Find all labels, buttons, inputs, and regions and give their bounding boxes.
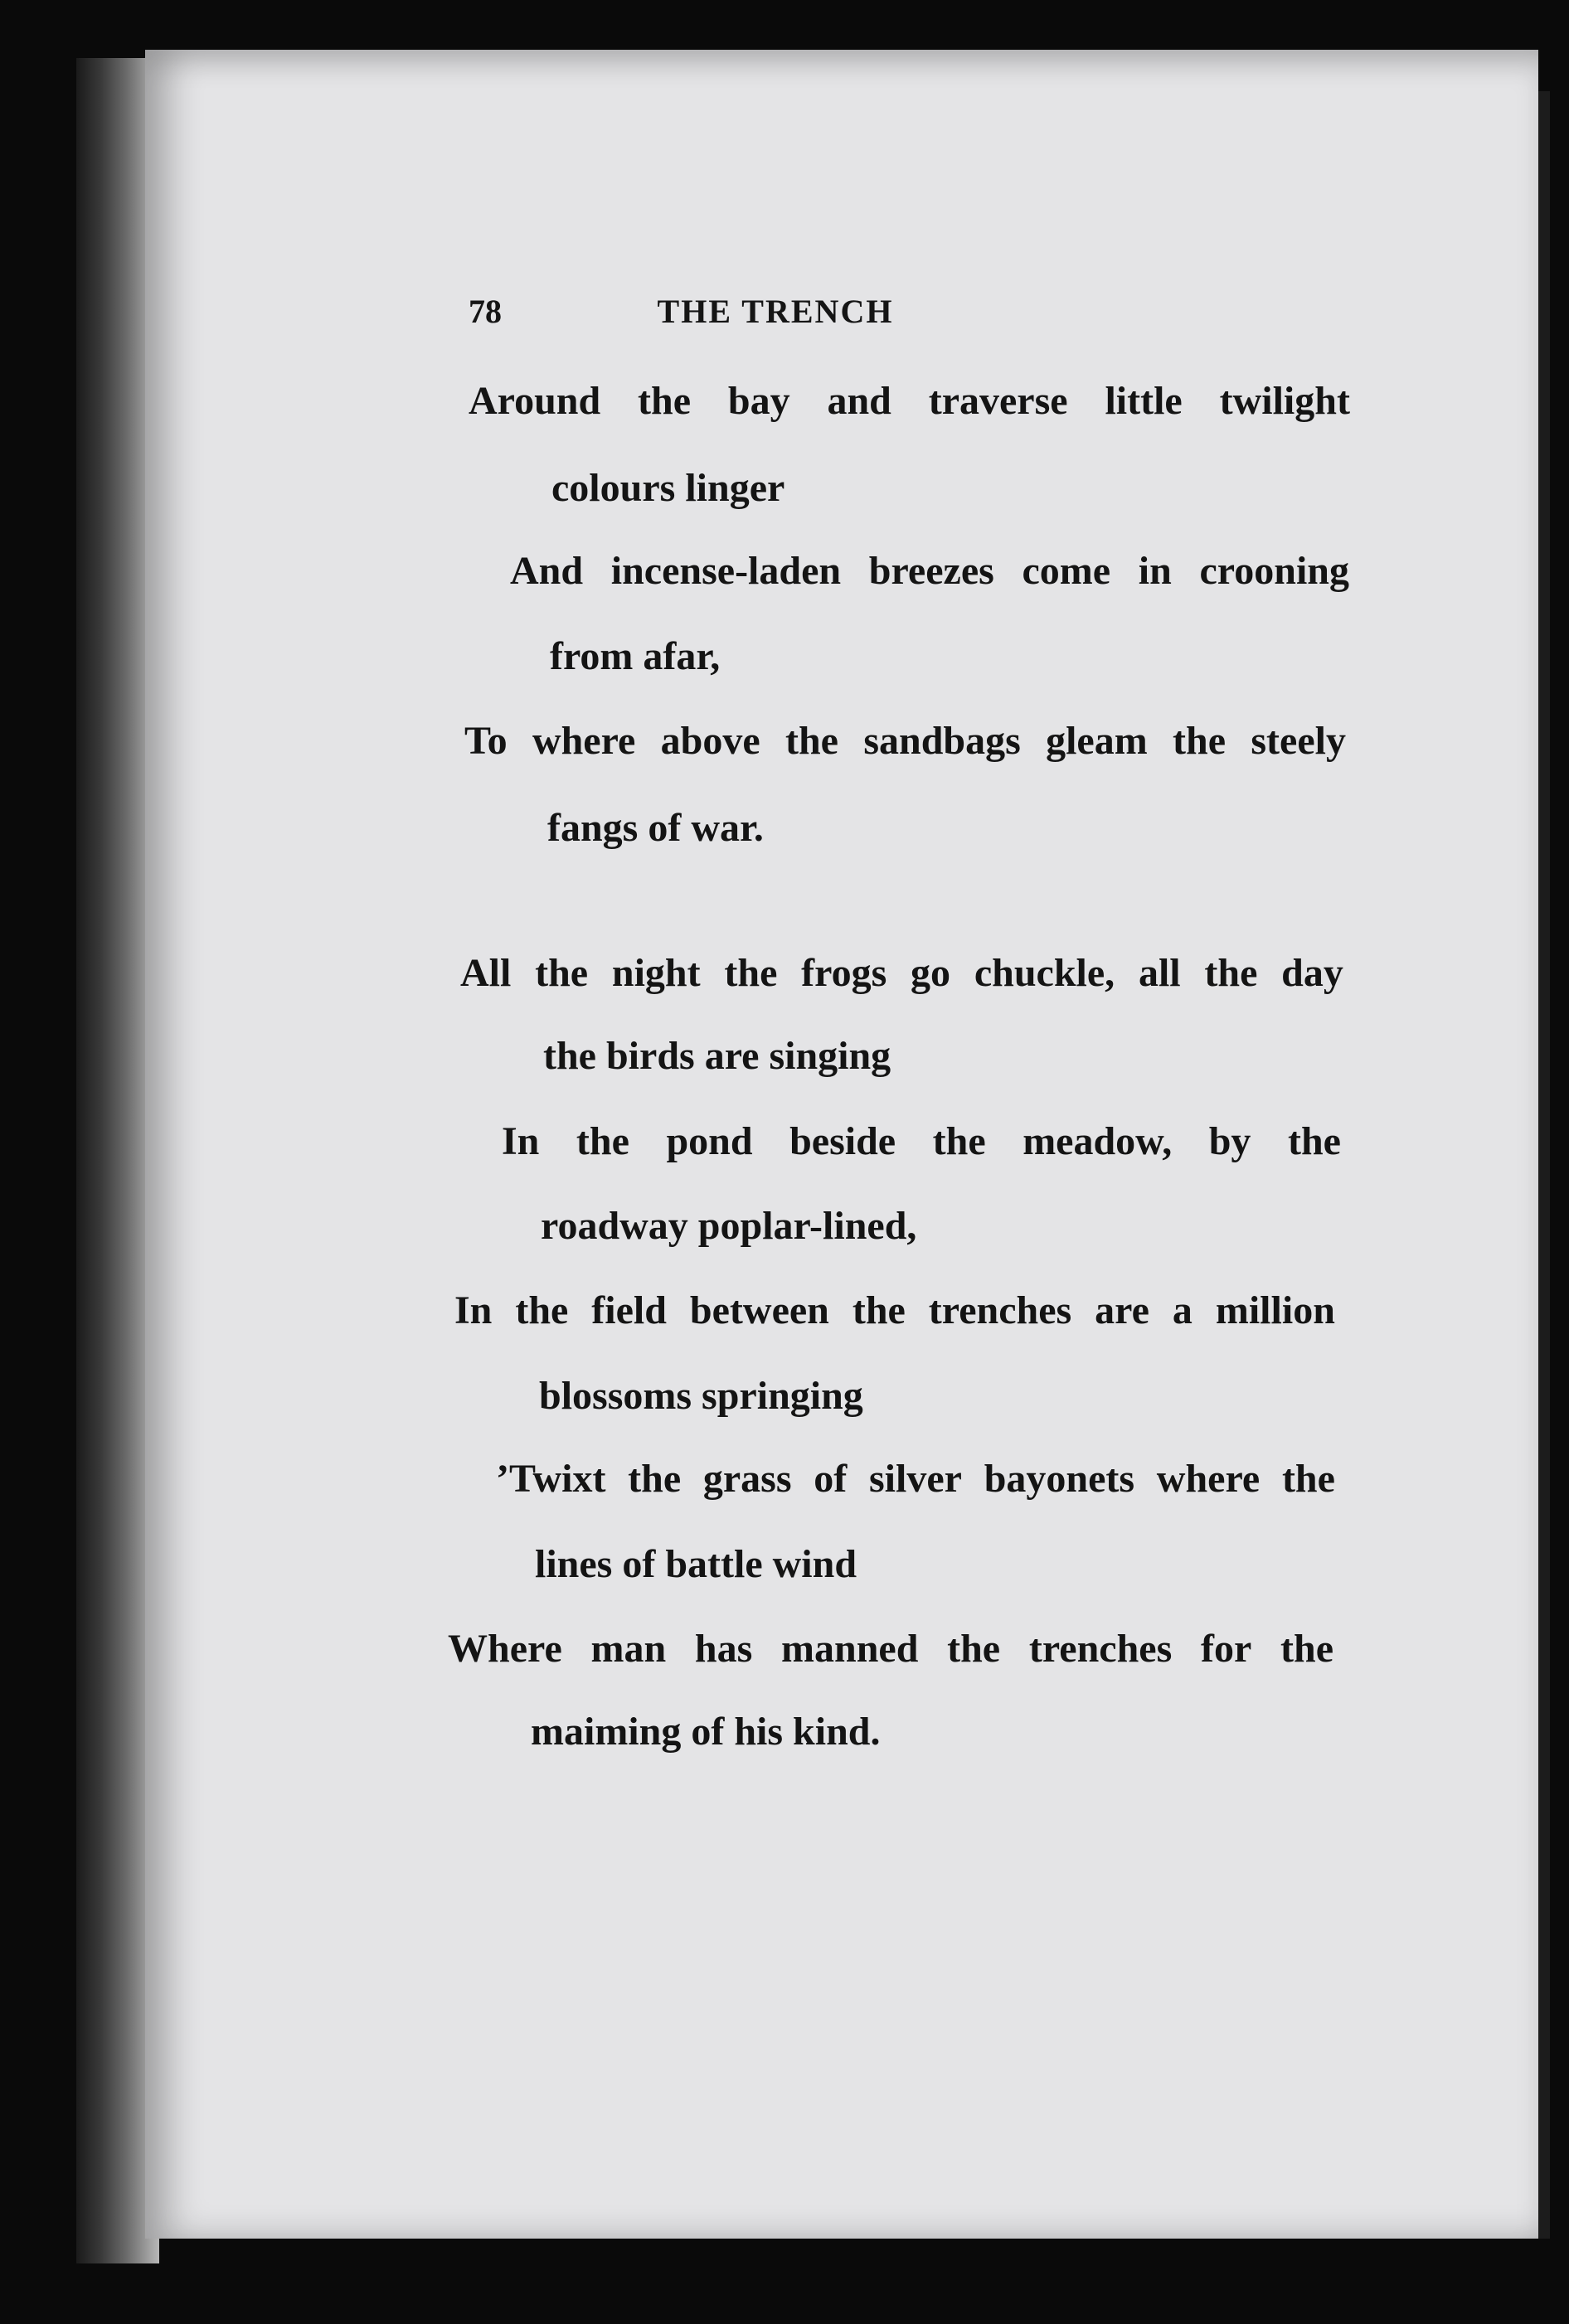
poem-line: from afar, [550, 634, 721, 678]
poem-line: To where above the sandbags gleam the steely [464, 719, 1346, 763]
page-number: 78 [469, 293, 502, 330]
poem-line: lines of battle wind [535, 1542, 857, 1586]
poem-line: the birds are singing [543, 1034, 891, 1078]
poem-line: colours linger [551, 466, 785, 510]
poem-line: roadway poplar-lined, [541, 1204, 917, 1248]
poem-line: In the field between the trenches are a million [454, 1288, 1335, 1332]
poem-line: fangs of war. [547, 806, 764, 850]
poem-line: In the pond beside the meadow, by the [502, 1119, 1341, 1163]
poem-line: And incense-laden breezes come in crooning [510, 549, 1349, 593]
running-title: THE TRENCH [657, 293, 894, 330]
poem-line: Around the bay and traverse little twilight [469, 379, 1350, 423]
poem-line: blossoms springing [539, 1374, 863, 1418]
poem-line: ’Twixt the grass of silver bayonets where the [496, 1457, 1335, 1501]
poem-line: Where man has manned the trenches for the [448, 1627, 1333, 1671]
poem-line: All the night the frogs go chuckle, all the day [460, 951, 1343, 995]
poem-line: maiming of his kind. [531, 1710, 881, 1754]
